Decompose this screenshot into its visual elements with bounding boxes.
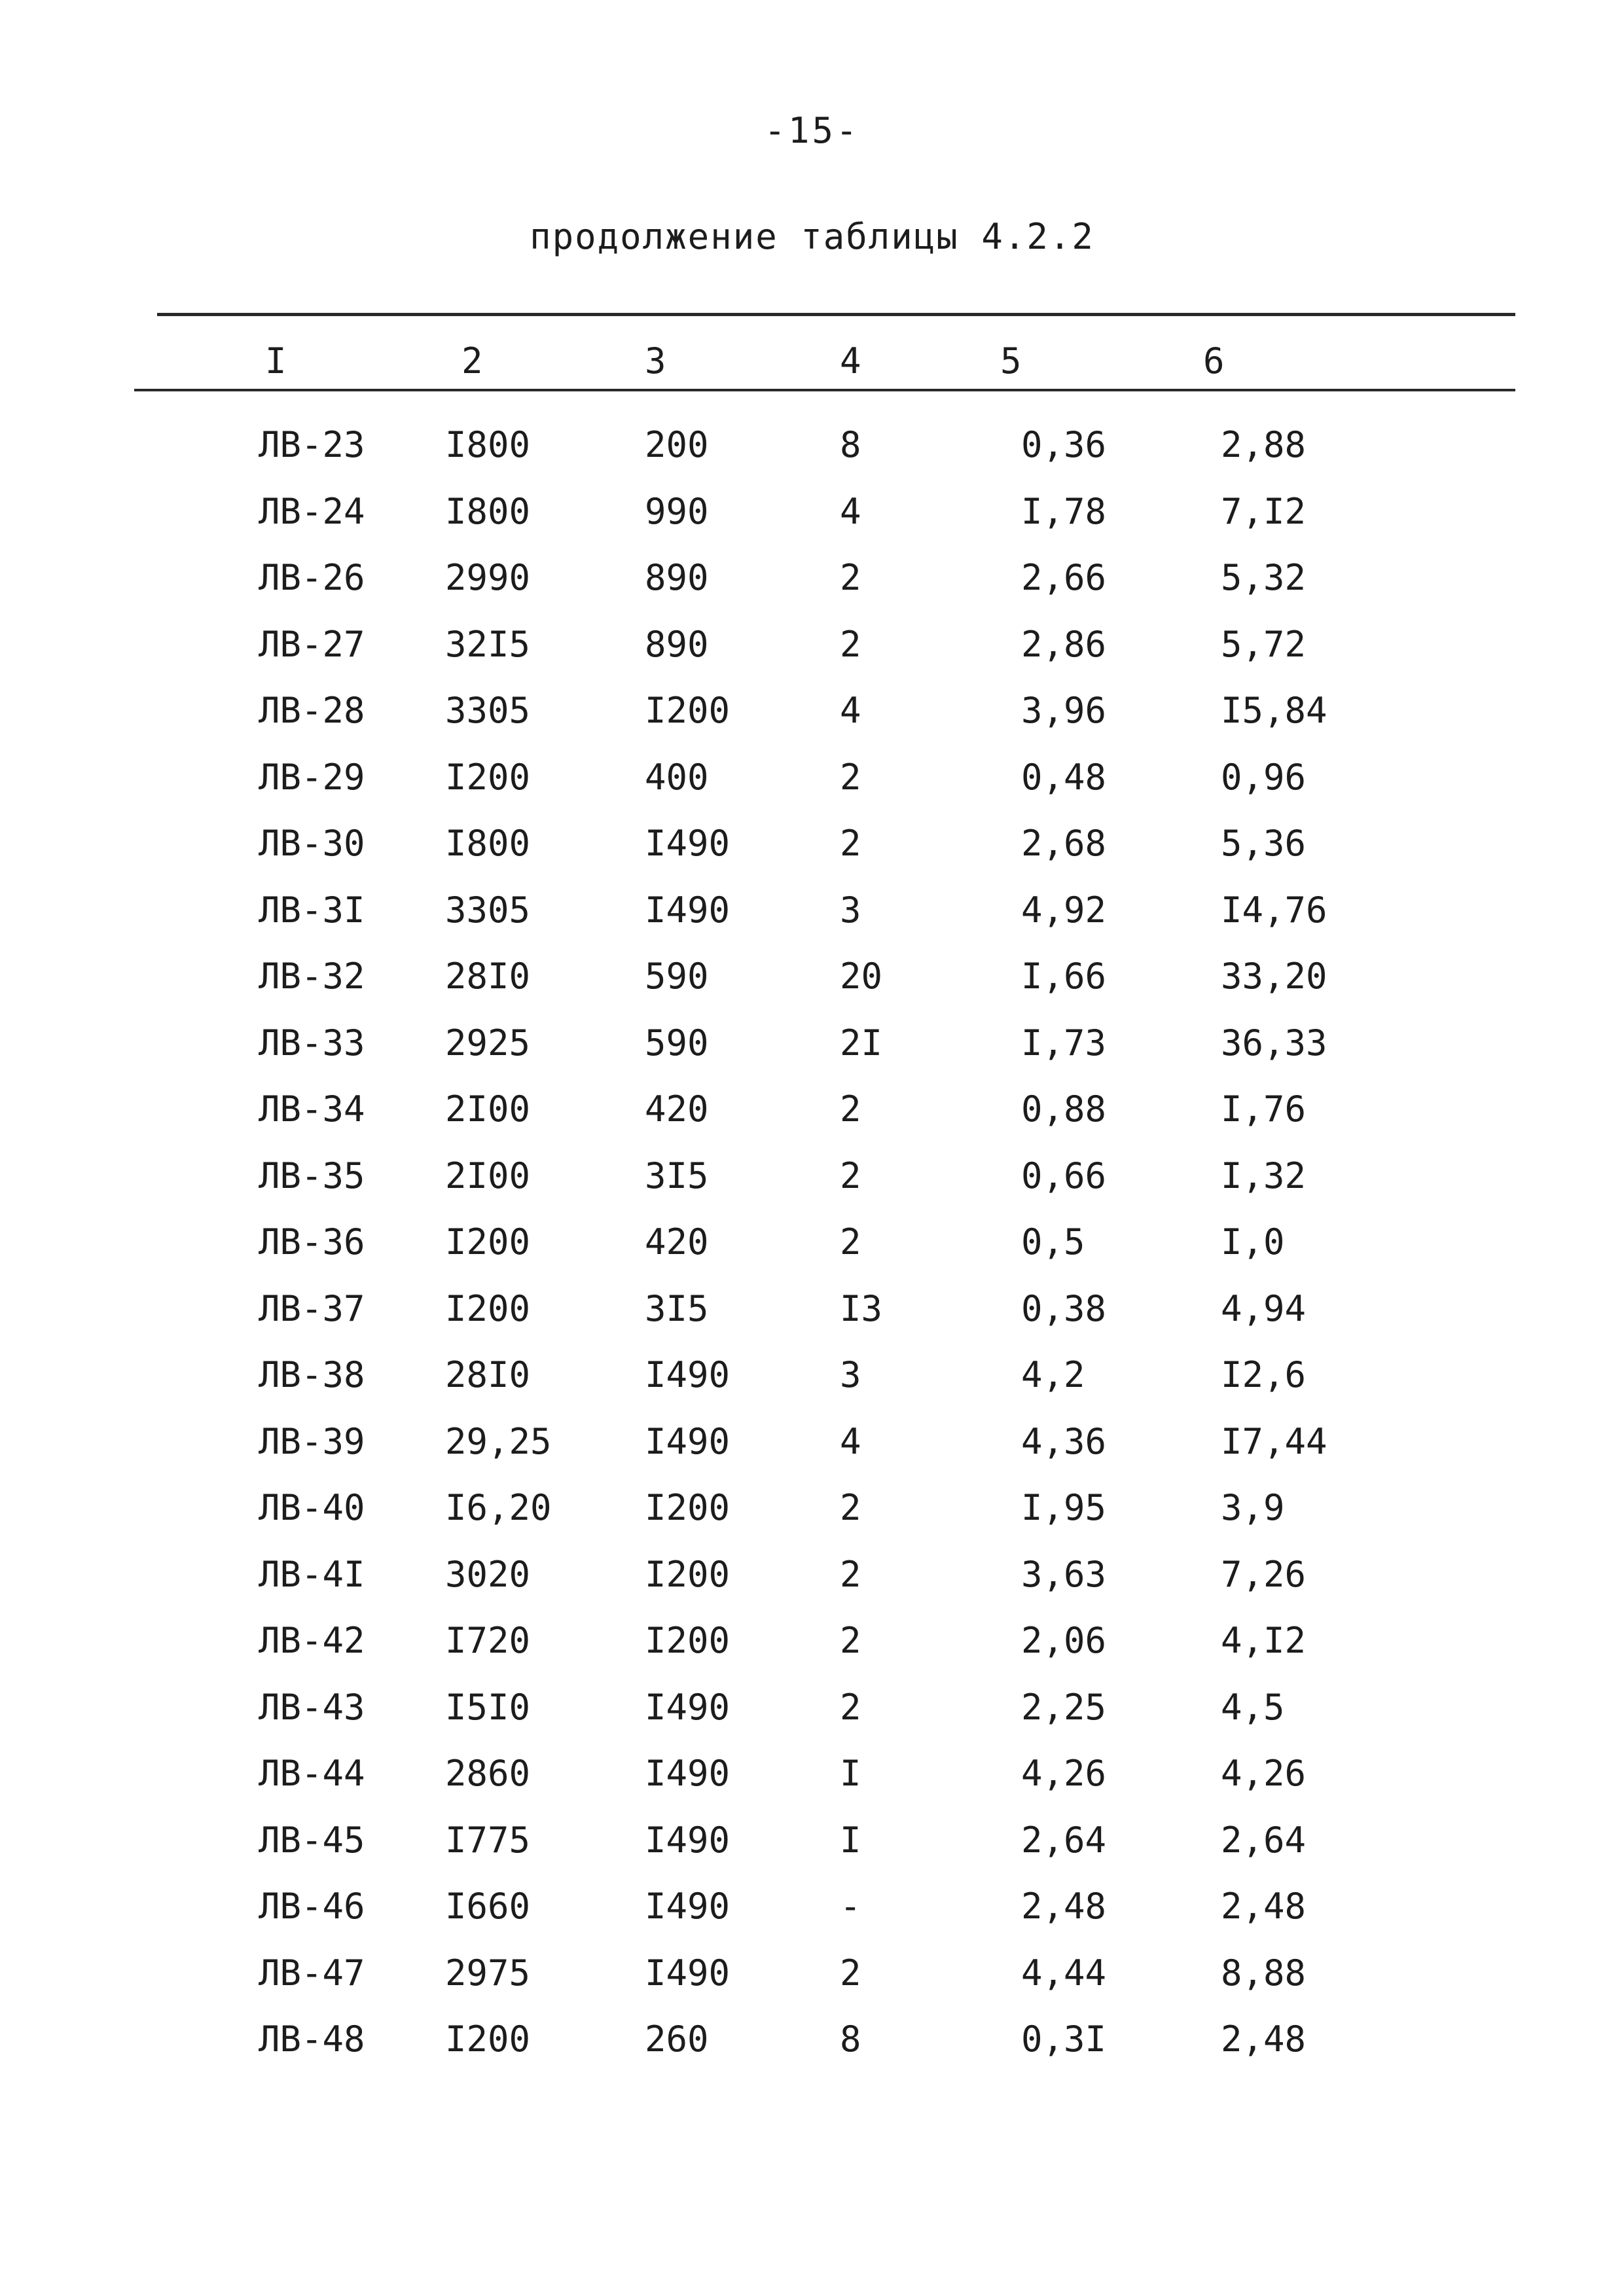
table-cell: 4 xyxy=(840,491,861,532)
table-cell: 400 xyxy=(645,757,709,798)
table-cell: I200 xyxy=(445,757,531,798)
table-cell: 3305 xyxy=(445,889,531,931)
table-cell: 590 xyxy=(645,1022,709,1064)
table-cell: I200 xyxy=(645,1554,731,1595)
table-cell: ЛВ-34 xyxy=(259,1088,365,1130)
table-cell: I2,6 xyxy=(1221,1354,1307,1395)
table-top-rule xyxy=(157,313,1515,316)
table-cell: 4,44 xyxy=(1021,1952,1107,1994)
table-cell: 200 xyxy=(645,424,709,465)
table-cell: 28I0 xyxy=(445,956,531,997)
table-cell: ЛВ-33 xyxy=(259,1022,365,1064)
column-header: 6 xyxy=(1203,340,1225,382)
table-cell: 20 xyxy=(840,956,883,997)
table-cell: I720 xyxy=(445,1620,531,1661)
table-cell: I xyxy=(840,1820,861,1861)
table-cell: 2975 xyxy=(445,1952,531,1994)
table-cell: 36,33 xyxy=(1221,1022,1327,1064)
table-cell: ЛВ-27 xyxy=(259,624,365,665)
table-cell: ЛВ-44 xyxy=(259,1753,365,1794)
table-cell: ЛВ-42 xyxy=(259,1620,365,1661)
table-cell: 4,26 xyxy=(1021,1753,1107,1794)
table-cell: ЛВ-47 xyxy=(259,1952,365,1994)
table-cell: 2,88 xyxy=(1221,424,1307,465)
table-cell: 5,36 xyxy=(1221,823,1307,864)
table-cell: 890 xyxy=(645,624,709,665)
table-cell: 2I00 xyxy=(445,1155,531,1196)
table-cell: ЛВ-39 xyxy=(259,1421,365,1462)
table-cell: 29,25 xyxy=(445,1421,552,1462)
table-cell: 2,48 xyxy=(1021,1886,1107,1927)
table-cell: I,66 xyxy=(1021,956,1107,997)
table-cell: 2 xyxy=(840,823,861,864)
table-cell: I,78 xyxy=(1021,491,1107,532)
table-cell: I490 xyxy=(645,1886,731,1927)
table-cell: 7,I2 xyxy=(1221,491,1307,532)
table-cell: ЛВ-48 xyxy=(259,2018,365,2060)
column-header: I xyxy=(265,340,287,382)
table-cell: 420 xyxy=(645,1088,709,1130)
table-cell: I775 xyxy=(445,1820,531,1861)
table-cell: 3 xyxy=(840,889,861,931)
table-caption: продолжение таблицы 4.2.2 xyxy=(530,216,1094,257)
table-cell: 2 xyxy=(840,557,861,598)
table-cell: I490 xyxy=(645,889,731,931)
table-cell: 2 xyxy=(840,1487,861,1528)
table-cell: ЛВ-38 xyxy=(259,1354,365,1395)
table-cell: 2,48 xyxy=(1221,2018,1307,2060)
table-cell: 2,64 xyxy=(1021,1820,1107,1861)
table-cell: 7,26 xyxy=(1221,1554,1307,1595)
table-cell: 2925 xyxy=(445,1022,531,1064)
table-cell: 2 xyxy=(840,1952,861,1994)
table-cell: 33,20 xyxy=(1221,956,1327,997)
table-cell: 32I5 xyxy=(445,624,531,665)
table-cell: ЛВ-23 xyxy=(259,424,365,465)
table-cell: ЛВ-24 xyxy=(259,491,365,532)
column-header: 4 xyxy=(840,340,861,382)
table-cell: 2 xyxy=(840,624,861,665)
table-cell: 4,I2 xyxy=(1221,1620,1307,1661)
table-cell: 2I00 xyxy=(445,1088,531,1130)
table-cell: I200 xyxy=(645,1620,731,1661)
table-cell: I,0 xyxy=(1221,1221,1285,1263)
column-header: 3 xyxy=(645,340,666,382)
table-cell: I5,84 xyxy=(1221,690,1327,731)
table-cell: 3 xyxy=(840,1354,861,1395)
table-cell: - xyxy=(840,1886,861,1927)
table-cell: 0,38 xyxy=(1021,1288,1107,1329)
table-cell: 5,32 xyxy=(1221,557,1307,598)
table-cell: I200 xyxy=(445,1288,531,1329)
table-cell: 8 xyxy=(840,2018,861,2060)
table-cell: I200 xyxy=(445,2018,531,2060)
table-cell: 260 xyxy=(645,2018,709,2060)
table-cell: 3020 xyxy=(445,1554,531,1595)
table-cell: I,76 xyxy=(1221,1088,1307,1130)
table-cell: 2 xyxy=(840,1554,861,1595)
table-cell: I200 xyxy=(445,1221,531,1263)
table-cell: I,32 xyxy=(1221,1155,1307,1196)
table-cell: 2,64 xyxy=(1221,1820,1307,1861)
table-cell: 4,2 xyxy=(1021,1354,1085,1395)
table-cell: I490 xyxy=(645,1952,731,1994)
table-cell: 2,68 xyxy=(1021,823,1107,864)
table-cell: 2,25 xyxy=(1021,1687,1107,1728)
table-cell: 3,9 xyxy=(1221,1487,1285,1528)
header-bottom-rule xyxy=(134,389,1515,391)
table-cell: 3,63 xyxy=(1021,1554,1107,1595)
table-cell: 5,72 xyxy=(1221,624,1307,665)
table-cell: 590 xyxy=(645,956,709,997)
table-cell: ЛВ-40 xyxy=(259,1487,365,1528)
table-cell: I200 xyxy=(645,1487,731,1528)
table-cell: ЛВ-4I xyxy=(259,1554,365,1595)
page-number: -15- xyxy=(764,110,860,151)
table-cell: I xyxy=(840,1753,861,1794)
table-cell: ЛВ-28 xyxy=(259,690,365,731)
table-cell: 0,48 xyxy=(1021,757,1107,798)
table-cell: 2 xyxy=(840,1088,861,1130)
table-cell: ЛВ-3I xyxy=(259,889,365,931)
table-cell: 2 xyxy=(840,1687,861,1728)
table-cell: 2,66 xyxy=(1021,557,1107,598)
table-cell: 420 xyxy=(645,1221,709,1263)
table-cell: 2 xyxy=(840,1221,861,1263)
table-cell: 28I0 xyxy=(445,1354,531,1395)
table-cell: 8 xyxy=(840,424,861,465)
table-cell: ЛВ-43 xyxy=(259,1687,365,1728)
table-cell: 0,3I xyxy=(1021,2018,1107,2060)
table-cell: I490 xyxy=(645,1354,731,1395)
table-cell: ЛВ-46 xyxy=(259,1886,365,1927)
table-cell: ЛВ-32 xyxy=(259,956,365,997)
table-cell: 2 xyxy=(840,757,861,798)
table-cell: 3,96 xyxy=(1021,690,1107,731)
table-cell: 2I xyxy=(840,1022,883,1064)
table-cell: 2,86 xyxy=(1021,624,1107,665)
table-cell: 0,88 xyxy=(1021,1088,1107,1130)
table-cell: 0,96 xyxy=(1221,757,1307,798)
table-cell: 4,92 xyxy=(1021,889,1107,931)
table-cell: 2,06 xyxy=(1021,1620,1107,1661)
table-cell: 3305 xyxy=(445,690,531,731)
table-cell: I,73 xyxy=(1021,1022,1107,1064)
table-cell: 0,5 xyxy=(1021,1221,1085,1263)
table-cell: I5I0 xyxy=(445,1687,531,1728)
table-cell: 2,48 xyxy=(1221,1886,1307,1927)
table-cell: 4,36 xyxy=(1021,1421,1107,1462)
table-cell: I4,76 xyxy=(1221,889,1327,931)
table-cell: I490 xyxy=(645,1753,731,1794)
table-cell: 3I5 xyxy=(645,1288,709,1329)
table-cell: I6,20 xyxy=(445,1487,552,1528)
table-cell: ЛВ-29 xyxy=(259,757,365,798)
table-cell: 4,94 xyxy=(1221,1288,1307,1329)
table-cell: ЛВ-30 xyxy=(259,823,365,864)
table-cell: I800 xyxy=(445,823,531,864)
table-cell: ЛВ-37 xyxy=(259,1288,365,1329)
column-header: 2 xyxy=(461,340,483,382)
table-cell: I490 xyxy=(645,1820,731,1861)
table-cell: ЛВ-35 xyxy=(259,1155,365,1196)
table-cell: 4,5 xyxy=(1221,1687,1285,1728)
table-cell: I3 xyxy=(840,1288,883,1329)
table-cell: 2990 xyxy=(445,557,531,598)
table-cell: I,95 xyxy=(1021,1487,1107,1528)
table-cell: 2 xyxy=(840,1620,861,1661)
table-cell: I490 xyxy=(645,1687,731,1728)
table-cell: 990 xyxy=(645,491,709,532)
table-cell: ЛВ-36 xyxy=(259,1221,365,1263)
table-cell: 0,36 xyxy=(1021,424,1107,465)
table-cell: 2860 xyxy=(445,1753,531,1794)
table-cell: 4 xyxy=(840,1421,861,1462)
table-cell: 0,66 xyxy=(1021,1155,1107,1196)
column-header: 5 xyxy=(1000,340,1022,382)
table-cell: 4 xyxy=(840,690,861,731)
table-cell: 8,88 xyxy=(1221,1952,1307,1994)
table-cell: I490 xyxy=(645,823,731,864)
table-cell: I800 xyxy=(445,491,531,532)
table-cell: I800 xyxy=(445,424,531,465)
table-cell: 3I5 xyxy=(645,1155,709,1196)
table-cell: I660 xyxy=(445,1886,531,1927)
table-cell: 2 xyxy=(840,1155,861,1196)
table-cell: I490 xyxy=(645,1421,731,1462)
table-cell: I200 xyxy=(645,690,731,731)
table-cell: I7,44 xyxy=(1221,1421,1327,1462)
table-cell: ЛВ-45 xyxy=(259,1820,365,1861)
table-cell: 4,26 xyxy=(1221,1753,1307,1794)
table-cell: ЛВ-26 xyxy=(259,557,365,598)
table-cell: 890 xyxy=(645,557,709,598)
